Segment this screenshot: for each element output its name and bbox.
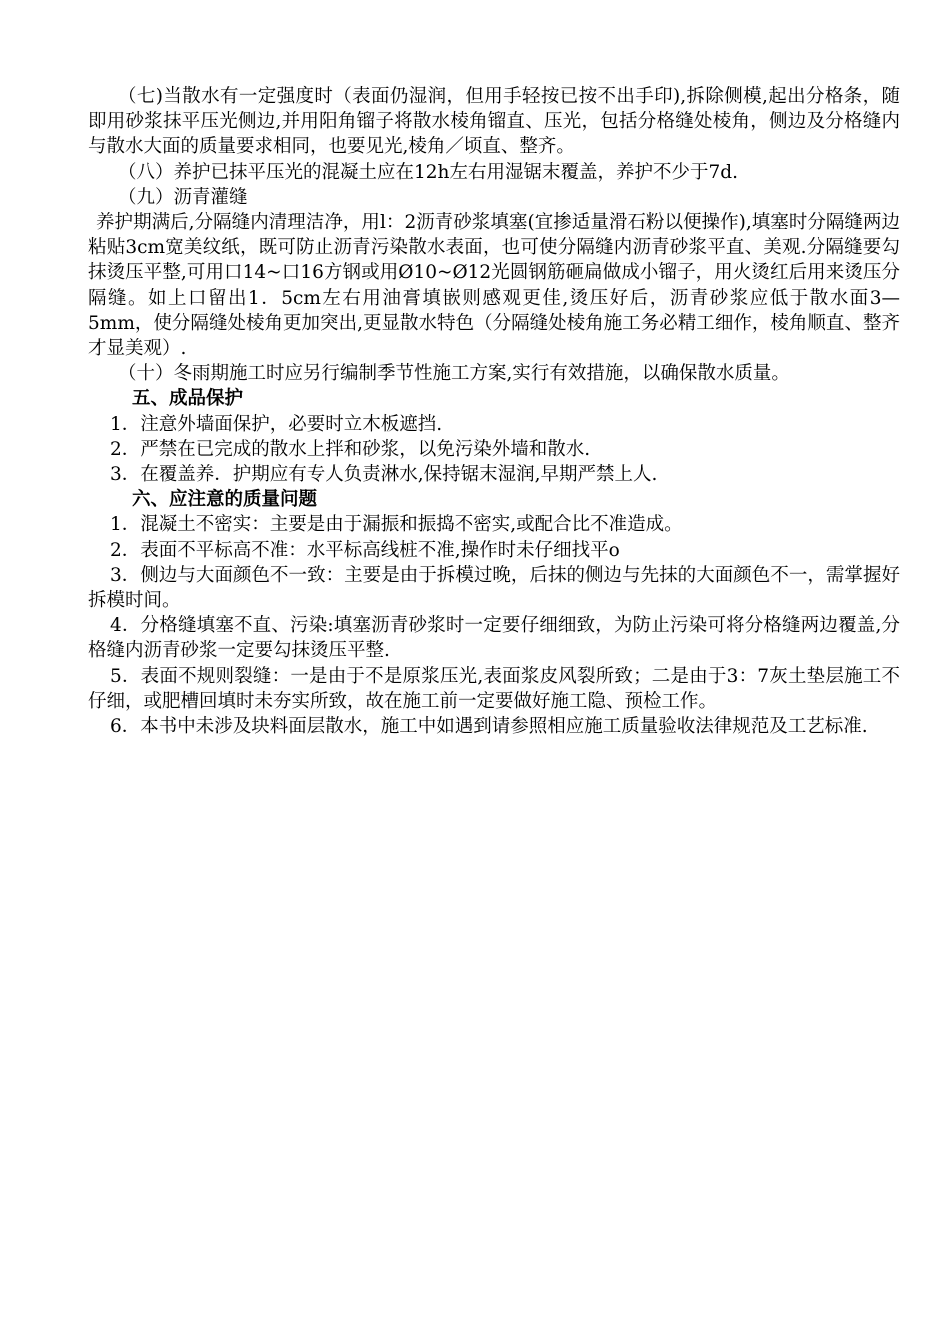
paragraph-item-8: （八）养护已抹平压光的混凝土应在12h左右用湿锯末覆盖，养护不少于7d. — [118, 161, 738, 183]
section-heading-product-protection: 五、成品保护 — [132, 388, 244, 410]
list-item: 3．侧边与大面颜色不一致：主要是由于拆模过晚，后抹的侧边与先抹的大面颜色不一，需掌握好拆模时间。 — [88, 564, 900, 612]
paragraph-asphalt-joint: 养护期满后,分隔缝内清理洁净，用l：2沥青砂浆填塞(宜掺适量滑石粉以便操作),填塞时分隔缝两边粘贴3cm宽美纹纸，既可防止沥青污染散水表面，也可使分隔缝内沥青砂浆平直、美观.分隔缝要勾抹烫压平整,可用口14~口16方钢或用Ø10~Ø12光圆钢筋砸扁做成小镏子，用火烫红后用来烫压分隔缝。如上口留出1．5cm左右用油膏填嵌则感观更佳,烫压好后，沥青砂浆应低于散水面3—5mm，使分隔缝处棱角更加突出,更显散水特色（分隔缝处棱角施工务必精工细作，棱角顺直、整齐才显美观）. — [88, 212, 900, 360]
list-item: 3．在覆盖养．护期应有专人负责淋水,保持锯末湿润,早期严禁上人. — [110, 464, 658, 486]
list-item: 6．本书中未涉及块料面层散水，施工中如遇到请参照相应施工质量验收法律规范及工艺标准. — [110, 716, 868, 738]
document-body — [88, 84, 900, 739]
list-item: 2．表面不平标高不准：水平标高线桩不准,操作时未仔细找平o — [110, 539, 620, 561]
paragraph-item-7: （七)当散水有一定强度时（表面仍湿润，但用手轻按已按不出手印),拆除侧模,起出分格条，随即用砂浆抹平压光侧边,并用阳角镏子将散水棱角镏直、压光，包括分格缝处棱角，侧边及分格缝内与散水大面的质量要求相同，也要见光,棱角／顷直、整齐。 — [88, 86, 900, 158]
paragraph-item-10: （十）冬雨期施工时应另行编制季节性施工方案,实行有效措施，以确保散水质量。 — [118, 363, 790, 385]
list-item: 1．注意外墙面保护，必要时立木板遮挡. — [110, 413, 443, 435]
list-item: 4．分格缝填塞不直、污染:填塞沥青砂浆时一定要仔细细致，为防止污染可将分格缝两边覆盖,分格缝内沥青砂浆一定要勾抹烫压平整. — [88, 615, 900, 662]
list-item: 2．严禁在已完成的散水上拌和砂浆，以免污染外墙和散水. — [110, 438, 591, 460]
paragraph-item-9: （九）沥青灌缝 — [118, 186, 248, 208]
list-item: 1．混凝土不密实：主要是由于漏振和振捣不密实,或配合比不准造成。 — [110, 514, 683, 536]
list-item: 5．表面不规则裂缝：一是由于不是原浆压光,表面浆皮风裂所致；二是由于3：7灰土垫层施工不仔细，或肥槽回填时未夯实所致，故在施工前一定要做好施工隐、预检工作。 — [88, 665, 900, 712]
section-heading-quality-issues: 六、应注意的质量问题 — [132, 489, 318, 511]
